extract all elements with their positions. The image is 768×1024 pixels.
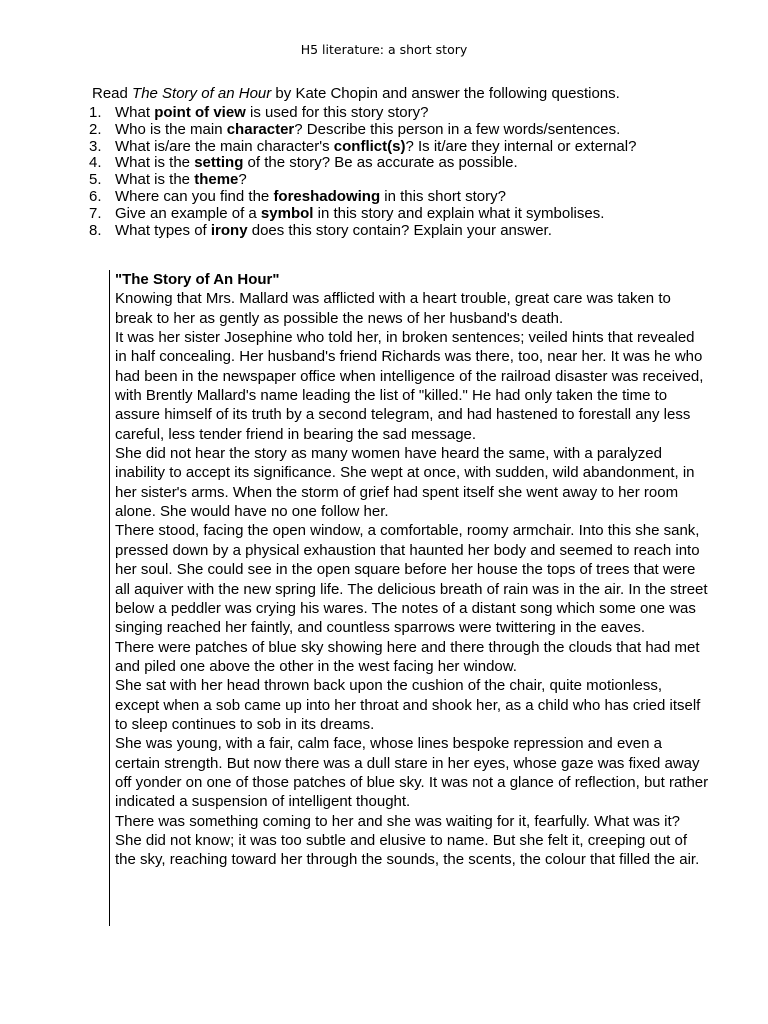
intro-read: Read (92, 85, 133, 102)
intro-rest: by Kate Chopin and answer the following questions. (271, 85, 620, 102)
question-text-pre: Where can you find the (115, 187, 274, 205)
question-text-pre: What is/are the main character's (115, 137, 334, 155)
question-keyword: conflict(s) (333, 137, 406, 155)
question-item (89, 155, 729, 172)
story-paragraph: Knowing that Mrs. Mallard was afflicted with a heart trouble, great care was taken to break to her as gently as possible the news of her husband's death. (115, 290, 671, 327)
story-title: "The Story of An Hour" (115, 271, 280, 288)
question-item (89, 189, 729, 206)
question-text (115, 155, 518, 172)
question-text-post: does this story contain? Explain your answer. (247, 221, 552, 239)
question-keyword: foreshadowing (273, 187, 381, 205)
question-item (89, 172, 729, 189)
question-text-post: is used for this story story? (245, 104, 429, 121)
question-item (89, 206, 729, 223)
question-number: 1. (89, 104, 102, 121)
question-number: 3. (89, 137, 102, 155)
question-text (115, 172, 247, 189)
intro-instruction (92, 85, 712, 102)
question-keyword: point of view (154, 104, 246, 121)
question-number: 2. (89, 120, 102, 138)
question-text-post: in this short story? (380, 187, 506, 205)
question-keyword: character (226, 120, 295, 138)
question-text (115, 122, 620, 139)
question-text-pre: What (115, 104, 155, 121)
question-text (115, 223, 552, 240)
story-paragraph: She was young, with a fair, calm face, whose lines bespoke repression and even a certain strength. But now there was a dull stare in her eyes, whose gaze was fixed away off yonder on one of those patches of blue sky. It was not a glance of reflection, but rather indicated a suspension of intelligent thought. (115, 735, 709, 811)
question-text-pre: Who is the main (115, 120, 227, 138)
question-text-pre: What is the (115, 171, 195, 189)
question-number: 5. (89, 171, 102, 189)
story-paragraph: She sat with her head thrown back upon the cushion of the chair, quite motionless, except when a sob came up into her throat and shook her, as a child who has cried itself to sleep continues to sob in its dreams. (115, 677, 701, 733)
story-text-box (109, 270, 709, 926)
question-number: 4. (89, 154, 102, 172)
question-text-post: ? Describe this person in a few words/sentences. (294, 120, 621, 138)
story-paragraph: There were patches of blue sky showing here and there through the clouds that had met and piled one above the other in the west facing her window. (115, 638, 700, 675)
question-text-pre: Give an example of a (115, 204, 261, 222)
question-keyword: irony (210, 221, 248, 239)
question-text-pre: What is the (115, 154, 195, 172)
story-paragraph: There stood, facing the open window, a comfortable, roomy armchair. Into this she sank, pressed down by a physical exhaustion that haunted her body and seemed to reach into her soul. She could see in the open square before her house the tops of trees that were all aquiver with the new spring life. The delicious breath of rain was in the air. In the street below a peddler was crying his wares. The notes of a distant song which some one was singing reached her faintly, and countless sparrows were twittering in the eaves. (115, 522, 708, 637)
page-header: H5 literature: a short story (300, 42, 468, 57)
question-number: 8. (89, 221, 102, 239)
question-number: 6. (89, 187, 102, 205)
question-text-post: of the story? Be as accurate as possible. (243, 154, 518, 172)
question-item (89, 105, 729, 122)
question-keyword: setting (194, 154, 244, 172)
question-item (89, 223, 729, 240)
question-item (89, 122, 729, 139)
story-paragraph: It was her sister Josephine who told her, in broken sentences; veiled hints that revealed in half concealing. Her husband's friend Richards was there, too, near her. It was he who had been in the newspaper office when intelligence of the railroad disaster was received, with Brently Mallard's name leading the list of "killed." He had only taken the time to assure himself of its truth by a second telegram, and had hastened to forestall any less careful, less tender friend in bearing the sad message. (115, 329, 704, 443)
question-keyword: symbol (260, 204, 314, 222)
question-text (115, 139, 636, 156)
intro-book-title: The Story of an Hour (132, 85, 272, 102)
question-text-post: in this story and explain what it symbolises. (313, 204, 605, 222)
question-text-post: ? Is it/are they internal or external? (405, 137, 637, 155)
question-number: 7. (89, 204, 102, 222)
question-keyword: theme (194, 171, 239, 189)
question-text-post: ? (238, 171, 247, 189)
question-text (115, 105, 428, 122)
story-paragraph: There was something coming to her and she was waiting for it, fearfully. What was it? She did not know; it was too subtle and elusive to name. But she felt it, creeping out of the sky, reaching toward her through the sounds, the scents, the colour that filled the air. (115, 812, 700, 869)
question-text (115, 189, 506, 206)
question-item (89, 139, 729, 156)
question-text (115, 206, 604, 223)
question-text-pre: What types of (115, 221, 211, 239)
story-paragraph: She did not hear the story as many women have heard the same, with a paralyzed inability to accept its significance. She wept at once, with sudden, wild abandonment, in her sister's arms. When the storm of grief had spent itself she went away to her room alone. She would have no one follow her. (115, 445, 695, 521)
question-list (89, 105, 729, 239)
